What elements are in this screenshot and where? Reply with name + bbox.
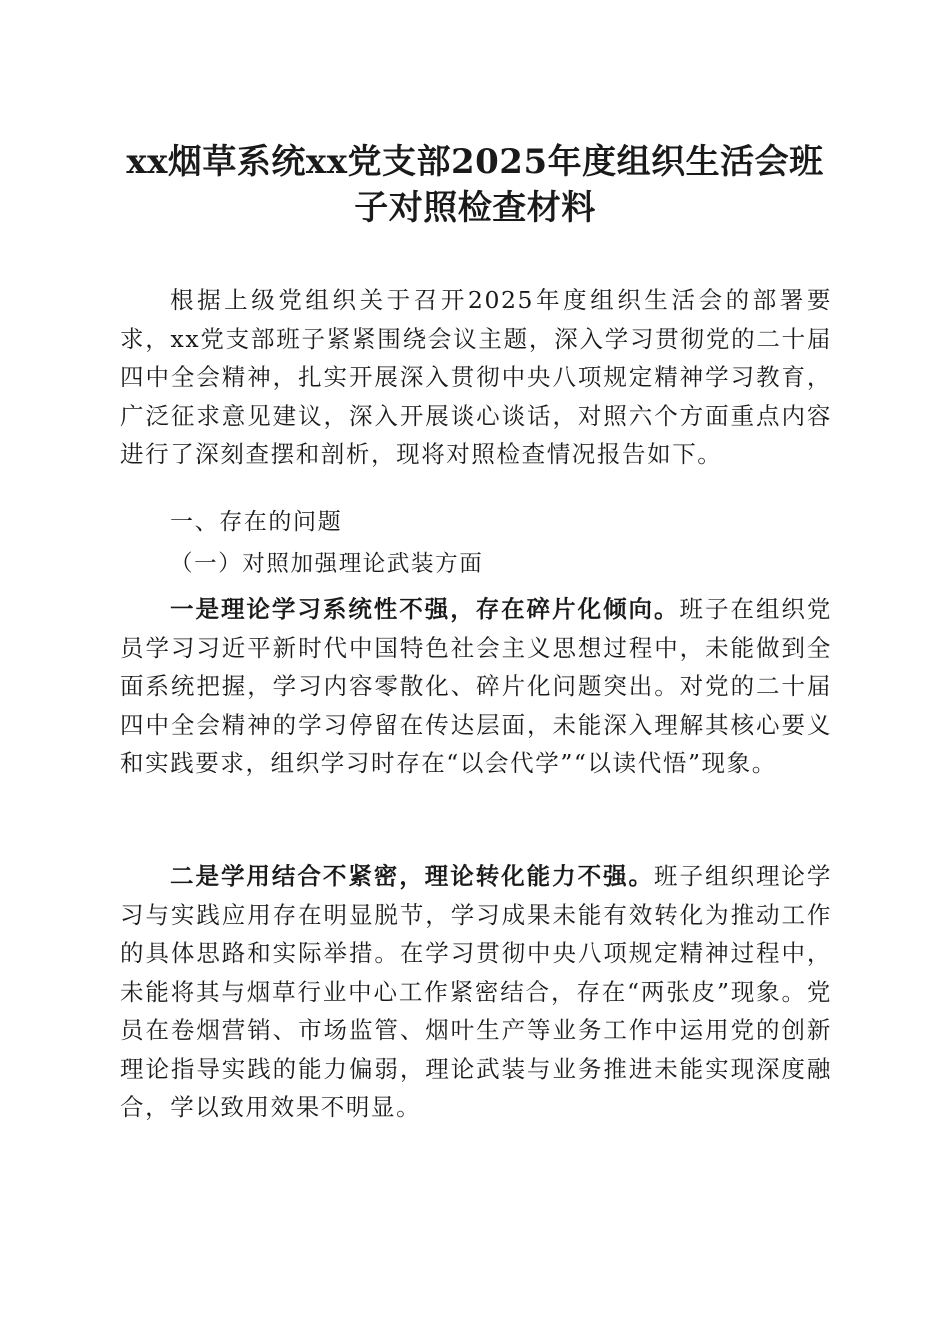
point-2-paragraph bbox=[120, 857, 832, 1127]
subsection-heading-theory: （一）对照加强理论武装方面 bbox=[170, 551, 484, 577]
point-2-lead: 二是学用结合不紧密，理论转化能力不强。 bbox=[170, 862, 655, 890]
section-heading-problems: 一、存在的问题 bbox=[170, 509, 343, 535]
intro-paragraph: 根据上级党组织关于召开2025年度组织生活会的部署要求，xx党支部班子紧紧围绕会议主题，深入学习贯彻党的二十届四中全会精神，扎实开展深入贯彻中央八项规定精神学习教育，广泛征求意见建议，深入开展谈心谈话，对照六个方面重点内容进行了深刻查摆和剖析，现将对照检查情况报告如下。 bbox=[120, 286, 832, 468]
point-2-body: 班子组织理论学习与实践应用存在明显脱节，学习成果未能有效转化为推动工作的具体思路和实际举措。在学习贯彻中央八项规定精神过程中，未能将其与烟草行业中心工作紧密结合，存在“两张皮”现象。党员在卷烟营销、市场监管、烟叶生产等业务工作中运用党的创新理论指导实践的能力偏弱，理论武装与业务推进未能实现深度融合，学以致用效果不明显。 bbox=[120, 862, 833, 1121]
point-1-paragraph bbox=[120, 590, 832, 783]
document-title-line-1: xx烟草系统xx党支部2025年度组织生活会班 bbox=[126, 142, 824, 182]
point-1-body: 班子在组织党员学习习近平新时代中国特色社会主义思想过程中，未能做到全面系统把握，学习内容零散化、碎片化问题突出。对党的二十届四中全会精神的学习停留在传达层面，未能深入理解其核心要义和实践要求，组织学习时存在“以会代学”“以读代悟”现象。 bbox=[120, 595, 832, 777]
point-1-lead: 一是理论学习系统性不强，存在碎片化倾向。 bbox=[170, 595, 680, 623]
document-title-line-2: 子对照检查材料 bbox=[354, 188, 596, 228]
